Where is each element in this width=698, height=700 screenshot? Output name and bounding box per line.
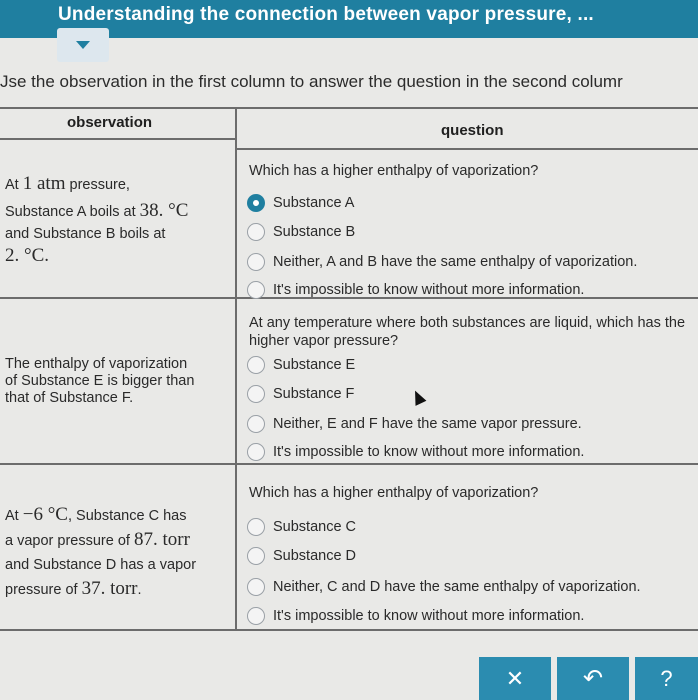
option-substance-f[interactable] (247, 384, 354, 404)
observation-value: 38. °C (139, 200, 189, 221)
radio-button[interactable] (247, 578, 265, 596)
question-text-1: Which has a higher enthalpy of vaporization? (249, 163, 539, 179)
option-impossible-2[interactable] (247, 442, 584, 462)
observation-line (5, 503, 230, 528)
option-impossible-1[interactable] (247, 280, 584, 300)
option-label: Substance D (273, 548, 357, 564)
option-label: Substance A (273, 195, 355, 211)
option-substance-c[interactable] (247, 517, 356, 537)
question-text-2: At any temperature where both substances are liquid, which has the higher vapor pressure? (249, 315, 686, 349)
observation-line: of Substance E is bigger than (5, 373, 195, 389)
radio-button[interactable] (247, 547, 265, 565)
undo-button[interactable] (557, 657, 629, 700)
option-label: It's impossible to know without more information. (273, 608, 585, 624)
undo-icon: ↶ (582, 665, 604, 692)
option-label: Neither, E and F have the same vapor pressure. (273, 416, 582, 432)
chevron-down-icon (76, 41, 90, 49)
option-neither-ab[interactable] (247, 252, 637, 272)
option-label: It's impossible to know without more information. (273, 282, 585, 298)
observation-text: Substance A boils at (5, 204, 140, 220)
observation-value: 1 atm (22, 173, 66, 194)
table-divider (0, 629, 698, 631)
observation-text: At (5, 508, 23, 524)
close-button[interactable] (479, 657, 551, 700)
radio-button[interactable] (247, 356, 265, 374)
option-label: Neither, A and B have the same enthalpy of vaporization. (273, 254, 638, 270)
observation-cell-2 (5, 356, 230, 407)
radio-button[interactable] (247, 281, 265, 299)
radio-button[interactable] (247, 415, 265, 433)
radio-button[interactable] (247, 223, 265, 241)
option-substance-d[interactable] (247, 546, 356, 566)
observation-line (5, 577, 230, 602)
observation-text: , Substance C has (67, 508, 187, 524)
observation-text: pressure, (65, 177, 130, 193)
column-header-observation: observation (67, 114, 153, 131)
table-divider (235, 148, 698, 150)
observation-line (5, 200, 230, 223)
observation-value: 37. torr (81, 578, 138, 599)
close-icon: ✕ (505, 665, 525, 691)
observation-line: and Substance D has a vapor (5, 557, 197, 573)
radio-button[interactable] (247, 253, 265, 271)
observation-text: . (137, 582, 142, 598)
assignment-title: Understanding the connection between vapor pressure, ... (58, 4, 594, 25)
observation-line (5, 528, 230, 553)
observation-line: and Substance B boils at (5, 226, 166, 242)
question-text-3: Which has a higher enthalpy of vaporization? (249, 485, 539, 501)
column-header-question: question (441, 122, 504, 139)
option-label: Substance E (273, 357, 356, 373)
help-icon: ? (660, 665, 673, 691)
option-substance-b[interactable] (247, 222, 355, 242)
option-neither-ef[interactable] (247, 414, 582, 434)
observation-text: At (5, 177, 23, 193)
instruction-text: Jse the observation in the first column to answer the question in the second columr (0, 72, 623, 91)
observation-line: that of Substance F. (5, 390, 134, 406)
option-label: Substance B (273, 224, 356, 240)
question-table (0, 107, 698, 631)
option-neither-cd[interactable] (247, 577, 641, 597)
option-label: It's impossible to know without more information. (273, 444, 585, 460)
radio-button[interactable] (247, 518, 265, 536)
observation-value: 2. °C. (5, 245, 50, 266)
observation-line: The enthalpy of vaporization (5, 356, 188, 372)
radio-button[interactable] (247, 443, 265, 461)
option-impossible-3[interactable] (247, 606, 584, 626)
option-label: Substance C (273, 519, 357, 535)
observation-text: pressure of (5, 582, 82, 598)
column-divider (235, 107, 237, 631)
option-substance-e[interactable] (247, 355, 355, 375)
table-divider (0, 138, 235, 140)
observation-text: a vapor pressure of (5, 533, 134, 549)
option-label: Neither, C and D have the same enthalpy of vaporization. (273, 579, 641, 595)
table-divider (0, 463, 698, 465)
collapse-button[interactable] (57, 28, 109, 62)
help-button[interactable] (635, 657, 698, 700)
option-label: Substance F (273, 386, 355, 402)
radio-button[interactable] (247, 194, 265, 212)
observation-line (5, 173, 230, 196)
table-divider (0, 107, 698, 109)
observation-cell-1 (5, 173, 230, 267)
radio-button[interactable] (247, 385, 265, 403)
observation-value: 87. torr (133, 529, 190, 550)
observation-value: −6 °C (22, 504, 68, 525)
radio-button[interactable] (247, 607, 265, 625)
option-substance-a[interactable] (247, 193, 354, 213)
observation-cell-3 (5, 503, 230, 602)
